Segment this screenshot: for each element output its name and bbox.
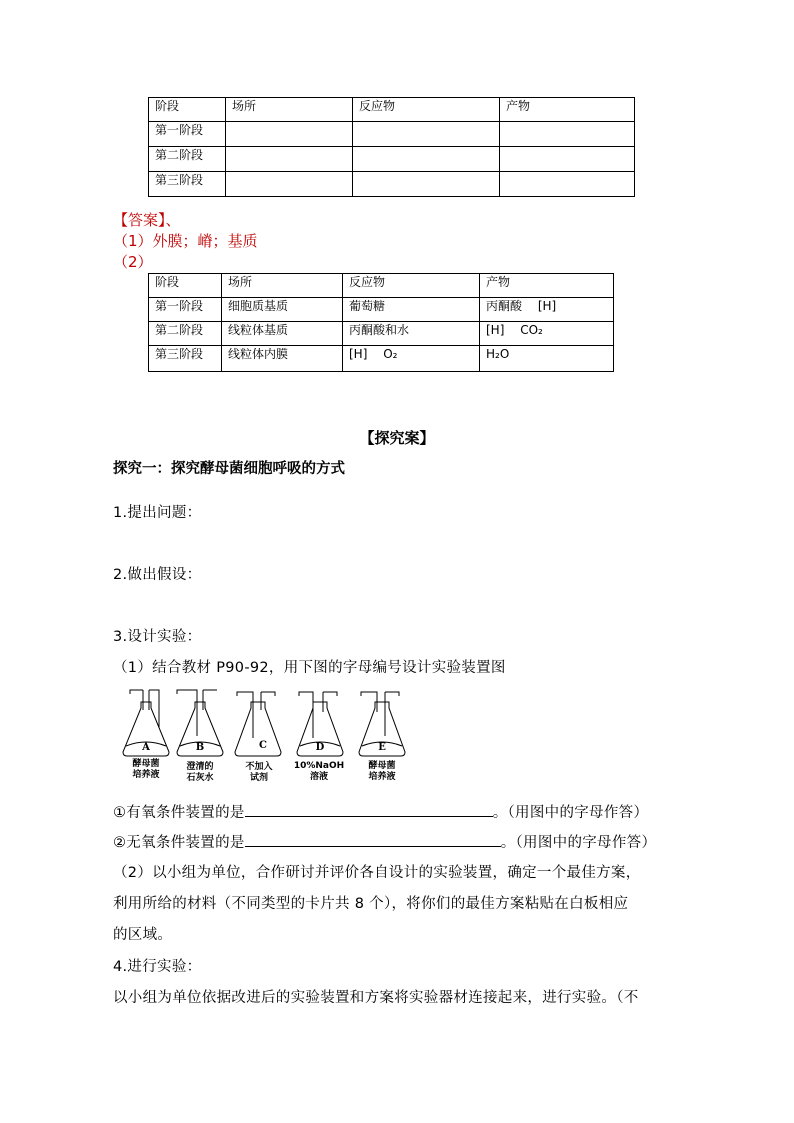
table-row	[149, 147, 635, 172]
table-cell	[500, 122, 635, 147]
inquiry-title: 探究一：探究酵母菌细胞呼吸的方式	[113, 461, 345, 477]
table-stages-blank	[148, 97, 635, 197]
step-3-2-line-3: 的区域。	[113, 927, 173, 943]
table-cell: 线粒体内膜	[222, 346, 343, 372]
section-title: 【探究案】	[359, 429, 435, 447]
table-cell	[500, 172, 635, 197]
flask-c-letter: C	[259, 740, 267, 751]
table-cell	[500, 147, 635, 172]
answer-blank-aerobic[interactable]	[245, 802, 493, 817]
flask-b-label: 澄清的 石灰水	[186, 762, 214, 783]
flask-d-letter: D	[315, 742, 325, 753]
header-product: 产物	[480, 274, 614, 298]
header-product: 产物	[500, 98, 635, 122]
table-cell: 第二阶段	[149, 322, 222, 346]
table-row	[149, 322, 614, 346]
table-row	[149, 122, 635, 147]
table-cell: 葡萄糖	[343, 298, 480, 322]
table-cell: 线粒体基质	[222, 322, 343, 346]
header-stage: 阶段	[149, 98, 226, 122]
answer-blank-anaerobic[interactable]	[245, 832, 501, 847]
step-4-text: 以小组为单位依据改进后的实验装置和方案将实验器材连接起来，进行实验。（不	[113, 990, 639, 1006]
table-row	[149, 346, 614, 372]
answer-line-2: （2）	[113, 253, 153, 271]
header-place: 场所	[222, 274, 343, 298]
table-cell: H₂O	[480, 346, 614, 372]
step-3-1-instruction: （1）结合教材 P90-92，用下图的字母编号设计实验装置图	[113, 660, 506, 676]
table-header-row	[149, 274, 614, 298]
answer-heading: 【答案】、	[113, 211, 181, 229]
table-cell	[226, 122, 353, 147]
answer-line-1: （1）外膜；嵴；基质	[113, 232, 258, 250]
flask-d-label: 10%NaOH 溶液	[293, 761, 345, 782]
step-3-design: 3.设计实验：	[113, 629, 202, 645]
step-2-hypothesis: 2.做出假设：	[113, 567, 202, 583]
question-anaerobic: ②无氧条件装置的是 。（用图中的字母作答）	[113, 832, 656, 853]
table-cell	[226, 147, 353, 172]
flask-a-label: 酵母菌 培养液	[132, 759, 160, 780]
header-stage: 阶段	[149, 274, 222, 298]
table-cell	[353, 122, 500, 147]
table-cell: 细胞质基质	[222, 298, 343, 322]
table-cell: 第一阶段	[149, 298, 222, 322]
table-stages-answer	[148, 273, 614, 372]
flasks-svg	[113, 688, 413, 760]
header-reactant: 反应物	[353, 98, 500, 122]
header-place: 场所	[226, 98, 353, 122]
table-cell: 第三阶段	[149, 346, 222, 372]
table-header-row	[149, 98, 635, 122]
question-aerobic: ①有氧条件装置的是 。（用图中的字母作答）	[113, 802, 648, 823]
step-4-experiment: 4.进行实验：	[113, 959, 202, 975]
table-cell	[353, 147, 500, 172]
table-row	[149, 298, 614, 322]
table-cell: [H] CO₂	[480, 322, 614, 346]
table-cell: 丙酮酸 [H]	[480, 298, 614, 322]
table-cell: 第一阶段	[149, 122, 226, 147]
table-cell: 丙酮酸和水	[343, 322, 480, 346]
table-cell: [H] O₂	[343, 346, 480, 372]
table-cell	[353, 172, 500, 197]
flask-b-letter: B	[195, 742, 205, 753]
flask-c	[235, 692, 281, 756]
flask-c-label: 不加入 试剂	[245, 762, 273, 783]
table-cell	[226, 172, 353, 197]
flask-e-letter: E	[378, 742, 386, 753]
step-3-2-line-2: 利用所给的材料（不同类型的卡片共 8 个），将你们的最佳方案粘贴在白板相应	[113, 896, 629, 912]
flask-a-letter: A	[142, 742, 150, 753]
table-cell: 第二阶段	[149, 147, 226, 172]
step-3-2-line-1: （2）以小组为单位，合作研讨并评价各自设计的实验装置，确定一个最佳方案，	[113, 865, 641, 881]
step-1-question: 1.提出问题：	[113, 505, 202, 521]
table-cell: 第三阶段	[149, 172, 226, 197]
header-reactant: 反应物	[343, 274, 480, 298]
table-row	[149, 172, 635, 197]
flask-diagram	[113, 688, 413, 788]
flask-e-label: 酵母菌 培养液	[368, 761, 396, 782]
